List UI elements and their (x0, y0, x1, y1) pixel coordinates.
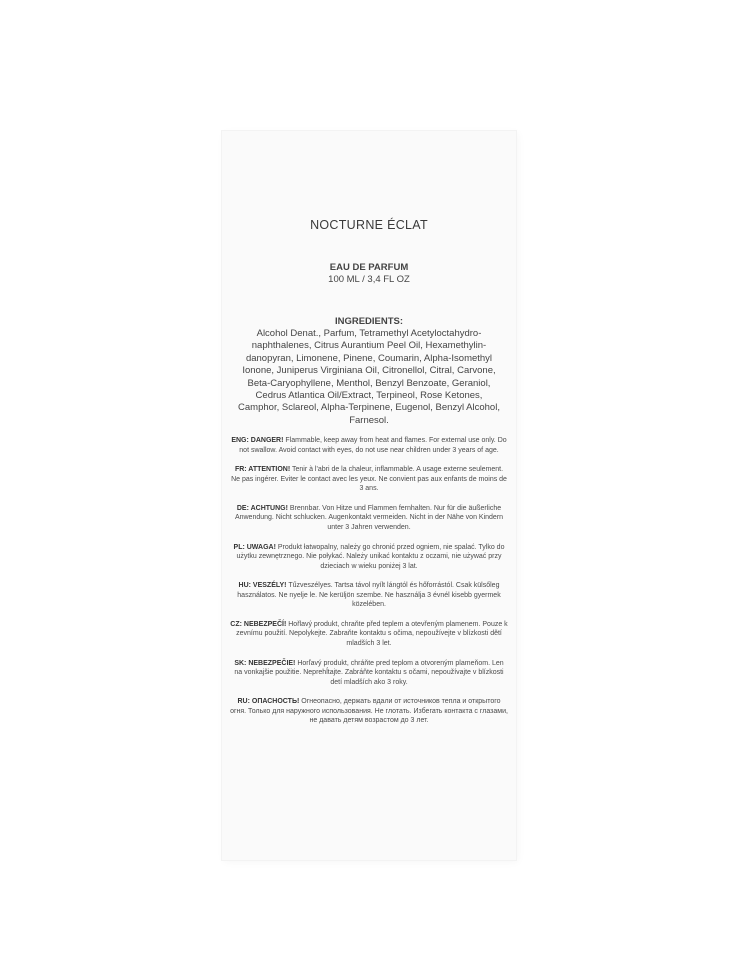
perfume-box-back-panel (222, 131, 516, 860)
warning-label: DE: ACHTUNG! (236, 504, 288, 512)
warning-text: Flammable, keep away from heat and flames. For external use only. Do not swallow. Avoid contact with eyes, do not use near children under 3 years of age. (239, 437, 507, 454)
warning-label: HU: VESZÉLY! (238, 582, 287, 590)
warning-label: FR: ATTENTION! (234, 466, 291, 474)
warning-de (230, 504, 508, 533)
warning-text: Tenir à l'abri de la chaleur, inflammable. A usage externe seulement. Ne pas ingérer. Eviter le contact avec les yeux. Ne convient pas aux enfants de moins de 3 ans. (231, 466, 507, 493)
warnings-section (230, 436, 508, 736)
warning-eng (230, 436, 508, 455)
warning-label: PL: UWAGA! (233, 543, 276, 551)
warning-cz (230, 620, 508, 649)
warning-text: Horľavý produkt, chráňte pred teplom a otvoreným plameňom. Len na vonkajšie použitie. Neprehĺtajte. Zabráňte kontaktu s očami, nepoužívajte v blízkosti detí mladších ako 3 roky. (234, 659, 504, 686)
warning-sk (230, 659, 508, 688)
product-volume: 100 ML / 3,4 FL OZ (328, 274, 410, 285)
warning-text: Brennbar. Von Hitze und Flammen fernhalten. Nur für die äußerliche Anwendung. Nicht schlucken. Augenkontakt vermeiden. Nicht in der Nähe von Kindern unter 3 Jahren verwenden. (234, 504, 504, 531)
warning-hu (230, 581, 508, 610)
ingredients-heading: INGREDIENTS: (334, 316, 404, 327)
warning-fr (230, 465, 508, 494)
warning-text: Hořlavý produkt, chraňte před teplem a otevřeným plamenem. Pouze k zevnímu použití. Nepolykejte. Zabraňte kontaktu s očima, nepoužívejte v blízkosti dětí mladších 3 let. (236, 620, 508, 647)
warning-text: Огнеопасно, держать вдали от источников тепла и открытого огня. Только для наружного использования. Не глотать. Избегать контакта с глазами, не давать детям возрастом до 3 лет. (230, 698, 508, 725)
warning-pl (230, 543, 508, 572)
product-name: NOCTURNE ÉCLAT (310, 218, 428, 232)
warning-ru (230, 697, 508, 726)
warning-label: RU: ОПАСНОСТЬ! (237, 698, 300, 706)
warning-label: ENG: DANGER! (231, 437, 284, 444)
product-info (222, 262, 516, 286)
warning-label: CZ: NEBEZPEČÍ! (230, 620, 287, 628)
warning-text: Produkt łatwopalny, należy go chronić przed ogniem, nie spalać. Tylko do użytku zewnętrznego. Nie połykać. Należy unikać kontaktu z oczami, nie używać przy dzieciach w wieku poniżej 3 lat. (236, 543, 505, 570)
warning-label: SK: NEBEZPEČIE! (234, 659, 296, 667)
ingredients-section (234, 316, 504, 427)
ingredients-list: Alcohol Denat., Parfum, Tetramethyl Acetyloctahydro-naphthalenes, Citrus Aurantium Peel Oil, Hexamethylin-danopyran, Limonene, Pinene, Coumarin, Alpha-Isomethyl Ionone, Juniperus Virginiana Oil, Citronellol, Citral, Carvone, Beta-Caryophyllene, Menthol, Benzyl Benzoate, Geraniol, Cedrus Atlantica Oil/Extract, Terpineol, Rose Ketones, Camphor, Sclareol, Alpha-Terpinene, Eugenol, Benzyl Alcohol, Farnesol. (238, 328, 500, 426)
warning-text: Tűzveszélyes. Tartsa távol nyílt lángtól és hőforrástól. Csak külsőleg használatos. Ne nyelje le. Ne kerüljön szembe. Ne használja 3 évnél kisebb gyermek közelében. (237, 582, 501, 609)
product-type: EAU DE PARFUM (329, 262, 409, 273)
